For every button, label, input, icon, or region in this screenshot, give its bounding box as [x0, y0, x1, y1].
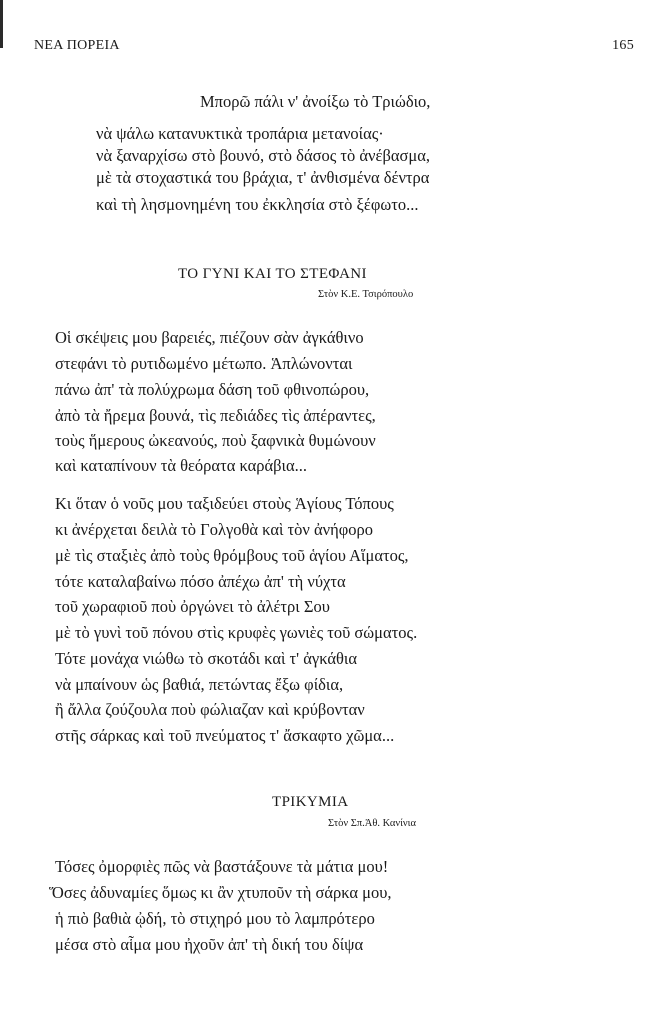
verse-line: μὲ τὶς σταξιὲς ἀπὸ τοὺς θρόμβους τοῦ ἁγίου Αἵματος,	[55, 546, 409, 565]
verse-line: μὲ τὰ στοχαστικά του βράχια, τ' ἀνθισμένα δέντρα	[96, 168, 430, 187]
verse-line: ἡ πιὸ βαθιὰ ᾠδή, τὸ στιχηρό μου τὸ λαμπρότερο	[55, 909, 375, 928]
verse-line: στῆς σάρκας καὶ τοῦ πνεύματος τ' ἄσκαφτο χῶμα...	[55, 726, 395, 745]
page-edge-shadow	[0, 0, 3, 48]
verse-line: νὰ ξαναρχίσω στὸ βουνό, στὸ δάσος τὸ ἀνέβασμα,	[96, 146, 430, 165]
verse-line: Μπορῶ πάλι ν' ἀνοίξω τὸ Τριώδιο,	[200, 92, 431, 111]
verse-line: πάνω ἀπ' τὰ πολύχρωμα δάση τοῦ φθινοπώρου,	[55, 380, 370, 399]
verse-line: Τότε μονάχα νιώθω τὸ σκοτάδι καὶ τ' ἀγκάθια	[55, 649, 358, 668]
running-head	[34, 38, 634, 56]
poem-dedication: Στὸν Κ.Ε. Τσιρόπουλο	[318, 289, 414, 300]
verse-line: τότε καταλαβαίνω πόσο ἀπέχω ἀπ' τὴ νύχτα	[55, 572, 346, 591]
verse-line: στεφάνι τὸ ρυτιδωμένο μέτωπο. Ἁπλώνονται	[55, 354, 353, 373]
verse-line: ἢ ἄλλα ζούζουλα ποὺ φώλιαζαν καὶ κρύβονταν	[55, 700, 365, 719]
verse-line: μὲ τὸ γυνὶ τοῦ πόνου στὶς κρυφὲς γωνιὲς τοῦ σώματος.	[55, 623, 418, 642]
journal-title: ΝΕΑ ΠΟΡΕΙΑ	[34, 38, 120, 53]
verse-line: ἀπὸ τὰ ἤρεμα βουνά, τὶς πεδιάδες τὶς ἀπέραντες,	[55, 406, 376, 425]
verse-line: Ὅσες ἀδυναμίες ὅμως κι ἂν χτυποῦν τὴ σάρκα μου,	[49, 883, 392, 902]
poem-title: ΤΡΙΚΥΜΙΑ	[272, 794, 349, 810]
poem-dedication: Στὸν Σπ.Ἀθ. Κανίνια	[328, 818, 417, 829]
verse-line: Οἱ σκέψεις μου βαρειές, πιέζουν σὰν ἀγκάθινο	[55, 328, 364, 347]
verse-line: Κι ὅταν ὁ νοῦς μου ταξιδεύει στοὺς Ἁγίους Τόπους	[55, 494, 394, 513]
verse-line: καὶ τὴ λησμονημένη του ἐκκλησία στὸ ξέφωτο...	[96, 195, 419, 214]
verse-line: μέσα στὸ αἷμα μου ἠχοῦν ἀπ' τὴ δική του δίψα	[55, 935, 364, 954]
verse-line: τοὺς ἥμερους ὠκεανούς, ποὺ ξαφνικὰ θυμώνουν	[55, 431, 376, 450]
page-number: 165	[612, 38, 634, 53]
verse-line: Τόσες ὀμορφιὲς πῶς νὰ βαστάξουνε τὰ μάτια μου!	[55, 857, 389, 876]
poem-title: ΤΟ ΓΥΝΙ ΚΑΙ ΤΟ ΣΤΕΦΑΝΙ	[178, 266, 367, 282]
verse-line: τοῦ χωραφιοῦ ποὺ ὀργώνει τὸ ἀλέτρι Σου	[55, 597, 330, 616]
verse-line: κι ἀνέρχεται δειλὰ τὸ Γολγοθὰ καὶ τὸν ἀνήφορο	[55, 520, 373, 539]
verse-line: καὶ καταπίνουν τὰ θεόρατα καράβια...	[55, 456, 308, 475]
verse-line: νὰ ψάλω κατανυκτικὰ τροπάρια μετανοίας·	[96, 124, 384, 143]
verse-line: νὰ μπαίνουν ὡς βαθιά, πετώντας ἔξω φίδια,	[55, 675, 344, 694]
